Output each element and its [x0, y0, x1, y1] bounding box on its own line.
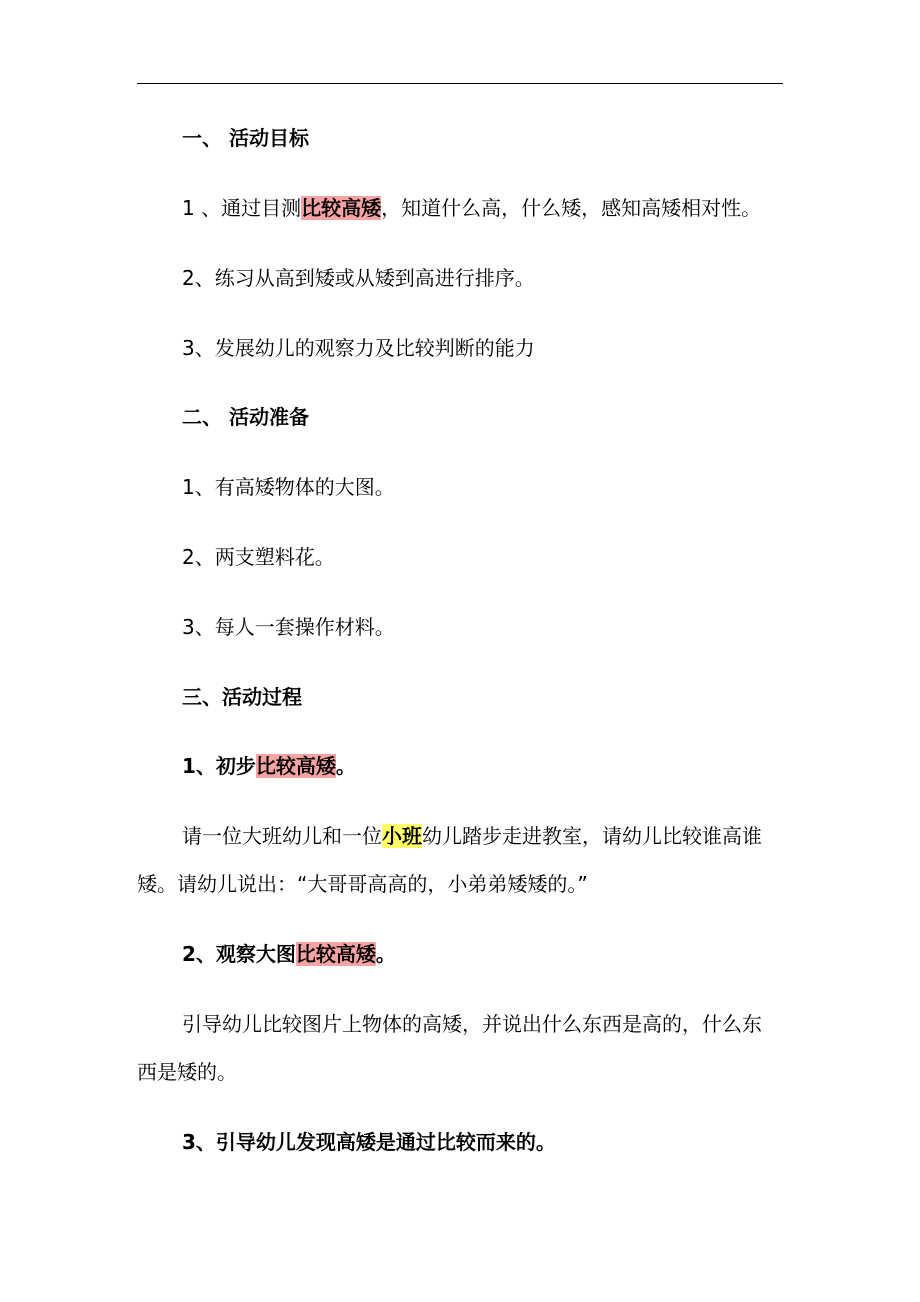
step-2-prefix: 2、观察大图 [182, 942, 296, 966]
prep-item-3: 3、每人一套操作材料。 [182, 615, 395, 639]
step-2-paragraph-line-1: 引导幼儿比较图片上物体的高矮，并说出什么东西是高的，什么东 [182, 1012, 762, 1036]
goal-item-2: 2、练习从高到矮或从矮到高进行排序。 [182, 266, 535, 290]
step-3-heading: 3、引导幼儿发现高矮是通过比较而来的。 [182, 1130, 556, 1154]
highlight-keyword-yellow: 小班 [382, 824, 422, 848]
goal-item-1-prefix: 1 、通过目测 [182, 196, 302, 220]
prep-item-2: 2、两支塑料花。 [182, 545, 335, 569]
section-heading-goal: 一、 活动目标 [182, 126, 309, 150]
step-1-para-prefix: 请一位大班幼儿和一位 [182, 824, 382, 848]
step-1-heading [182, 753, 356, 779]
prep-item-1: 1、有高矮物体的大图。 [182, 475, 395, 499]
section-heading-prep: 二、 活动准备 [182, 405, 309, 429]
header-rule [137, 83, 783, 84]
section-heading-process: 三、活动过程 [182, 685, 302, 709]
step-2-suffix: 。 [375, 942, 396, 966]
goal-item-3: 3、发展幼儿的观察力及比较判断的能力 [182, 336, 535, 360]
step-2-paragraph-line-2: 西是矮的。 [137, 1060, 237, 1084]
step-1-suffix: 。 [335, 754, 356, 778]
step-1-prefix: 1、初步 [182, 754, 256, 778]
highlight-keyword: 比较高矮 [255, 754, 336, 778]
step-1-paragraph-line-1 [182, 823, 762, 849]
highlight-keyword: 比较高矮 [295, 942, 376, 966]
highlight-keyword: 比较高矮 [301, 196, 382, 220]
goal-item-1-suffix: ，知道什么高，什么矮，感知高矮相对性。 [381, 196, 762, 220]
step-2-heading [182, 941, 396, 967]
goal-item-1 [182, 195, 761, 221]
step-1-paragraph-line-2: 矮。请幼儿说出：“大哥哥高高的，小弟弟矮矮的。” [137, 872, 588, 896]
step-1-para-suffix: 幼儿踏步走进教室，请幼儿比较谁高谁 [422, 824, 762, 848]
